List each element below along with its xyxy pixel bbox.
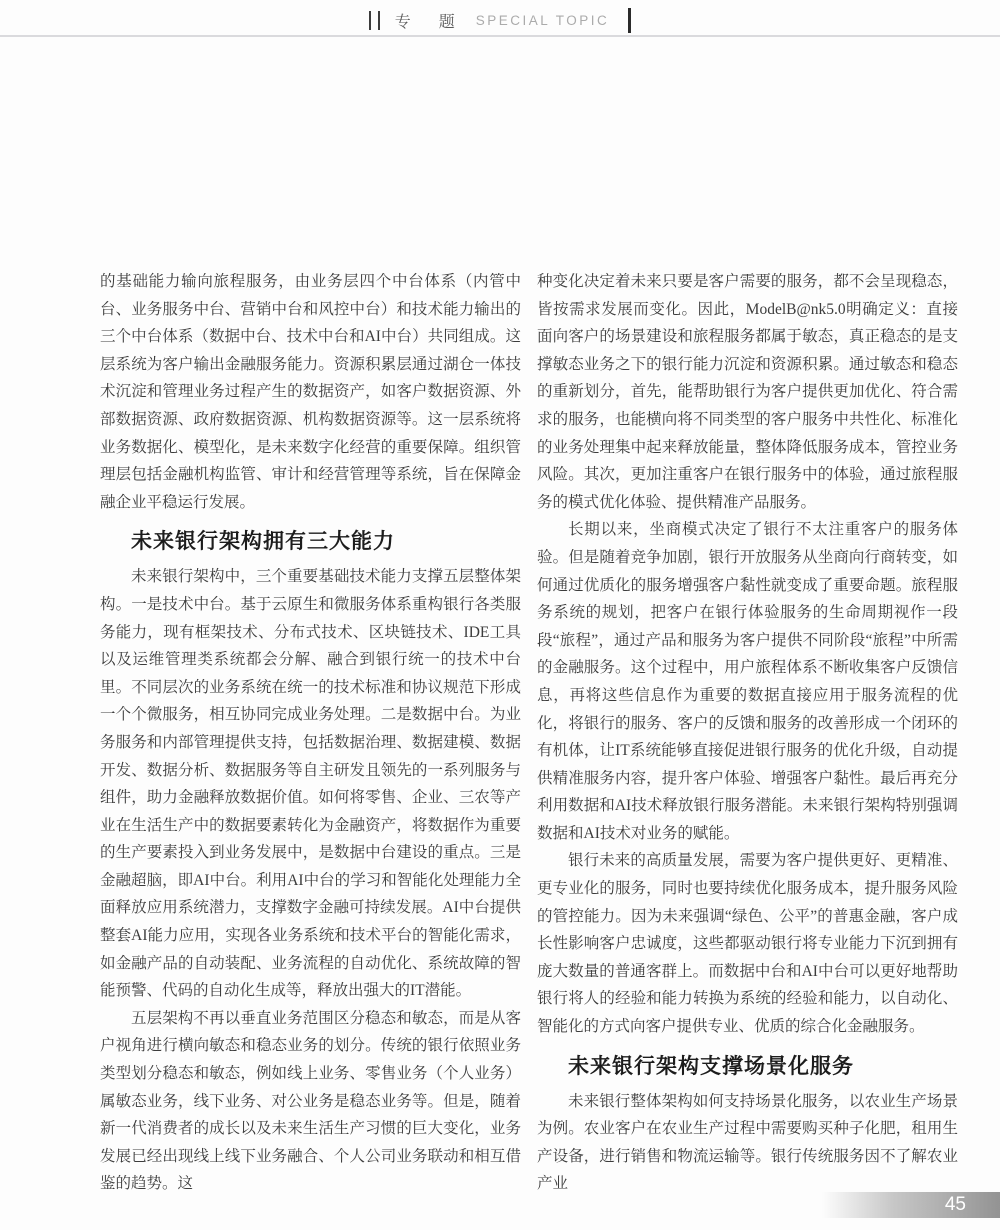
- page-header: [0, 6, 1000, 34]
- right-column: [537, 268, 958, 1198]
- single-bar-icon: [628, 8, 631, 33]
- double-bar-icon: [369, 11, 380, 30]
- page-number: 45: [944, 1194, 966, 1215]
- topic-title-en: SPECIAL TOPIC: [475, 12, 610, 28]
- topic-title-cn: 专 题: [394, 13, 461, 31]
- page-number-bar: [822, 1192, 1000, 1218]
- section-heading: 未来银行架构支撑场景化服务: [568, 1053, 854, 1078]
- left-column: [100, 268, 521, 1198]
- paragraph: 长期以来，坐商模式决定了银行不太注重客户的服务体验。但是随着竞争加剧，银行开放服务从坐商向行商转变，如何通过优质化的服务增强客户黏性就变成了重要命题。旅程服务系统的规划，把客户在银行体验服务的生命周期视作一段段“旅程”，通过产品和服务为客户提供不同阶段“旅程”中所需的金融服务。这个过程中，用户旅程体系不断收集客户反馈信息，再将这些信息作为重要的数据直接应用于服务流程的优化，将银行的服务、客户的反馈和服务的改善形成一个闭环的有机体，让IT系统能够直接促进银行服务的优化升级，自动提供精准服务内容，提升客户体验、增强客户黏性。最后再充分利用数据和AI技术释放银行服务潜能。未来银行架构特别强调数据和AI技术对业务的赋能。: [537, 521, 958, 842]
- paragraph: 的基础能力输向旅程服务，由业务层四个中台体系（内管中台、业务服务中台、营销中台和风控中台）和技术能力输出的三个中台体系（数据中台、技术中台和AI中台）共同组成。这层系统为客户输出金融服务能力。资源积累层通过湖仓一体技术沉淀和管理业务过程产生的数据资产，如客户数据资源、外部数据资源、政府数据资源、机构数据资源等。这一层系统将业务数据化、模型化，是未来数字化经营的重要保障。组织管理层包括金融机构监管、审计和经营管理等系统，旨在保障金融企业平稳运行发展。: [100, 273, 521, 511]
- header-rule: [0, 35, 1000, 37]
- paragraph: 未来银行架构中，三个重要基础技术能力支撑五层整体架构。一是技术中台。基于云原生和微服务体系重构银行各类服务能力，现有框架技术、分布式技术、区块链技术、IDE工具以及运维管理类系统都会分解、融合到银行统一的技术中台里。不同层次的业务系统在统一的技术标准和协议规范下形成一个个微服务，相互协同完成业务处理。二是数据中台。为业务服务和内部管理提供支持，包括数据治理、数据建模、数据开发、数据分析、数据服务等自主研发且领先的一系列服务与组件，助力金融释放数据价值。如何将零售、企业、三农等产业在生活生产中的数据要素转化为金融资产，将数据作为重要的生产要素投入到业务发展中，是数据中台建设的重点。三是金融超脑，即AI中台。利用AI中台的学习和智能化处理能力全面释放应用系统潜力，支撑数字金融可持续发展。AI中台提供整套AI能力应用，实现各业务系统和技术平台的智能化需求，如金融产品的自动装配、业务流程的自动优化、系统故障的智能预警、代码的自动化生成等，释放出强大的IT潜能。: [100, 568, 521, 1000]
- paragraph: 五层架构不再以垂直业务范围区分稳态和敏态，而是从客户视角进行横向敏态和稳态业务的划分。传统的银行依照业务类型划分稳态和敏态，例如线上业务、零售业务（个人业务）属敏态业务，线下业务、对公业务是稳态业务等。但是，随着新一代消费者的成长以及未来生活生产习惯的巨大变化，业务发展已经出现线上线下业务融合、个人公司业务联动和相互借鉴的趋势。这: [100, 1009, 521, 1193]
- paragraph: 种变化决定着未来只要是客户需要的服务，都不会呈现稳态，皆按需求发展而变化。因此，ModelB@nk5.0明确定义：直接面向客户的场景建设和旅程服务都属于敏态，真正稳态的是支撑敏态业务之下的银行能力沉淀和资源积累。通过敏态和稳态的重新划分，首先，能帮助银行为客户提供更加优化、符合需求的服务，也能横向将不同类型的客户服务中共性化、标准化的业务处理集中起来释放能量，整体降低服务成本，管控业务风险。其次，更加注重客户在银行服务中的体验，通过旅程服务的模式优化体验、提供精准产品服务。: [537, 273, 958, 511]
- article-body: [100, 268, 958, 1198]
- paragraph: 银行未来的高质量发展，需要为客户提供更好、更精准、更专业化的服务，同时也要持续优化服务成本，提升服务风险的管控能力。因为未来强调“绿色、公平”的普惠金融，客户成长性影响客户忠诚度，这些都驱动银行将专业能力下沉到拥有庞大数量的普通客群上。而数据中台和AI中台可以更好地帮助银行将人的经验和能力转换为系统的经验和能力，以自动化、智能化的方式向客户提供专业、优质的综合化金融服务。: [537, 852, 958, 1036]
- paragraph: 未来银行整体架构如何支持场景化服务，以农业生产场景为例。农业客户在农业生产过程中需要购买种子化肥，租用生产设备，进行销售和物流运输等。银行传统服务因不了解农业产业: [537, 1092, 958, 1193]
- section-heading: 未来银行架构拥有三大能力: [131, 529, 395, 554]
